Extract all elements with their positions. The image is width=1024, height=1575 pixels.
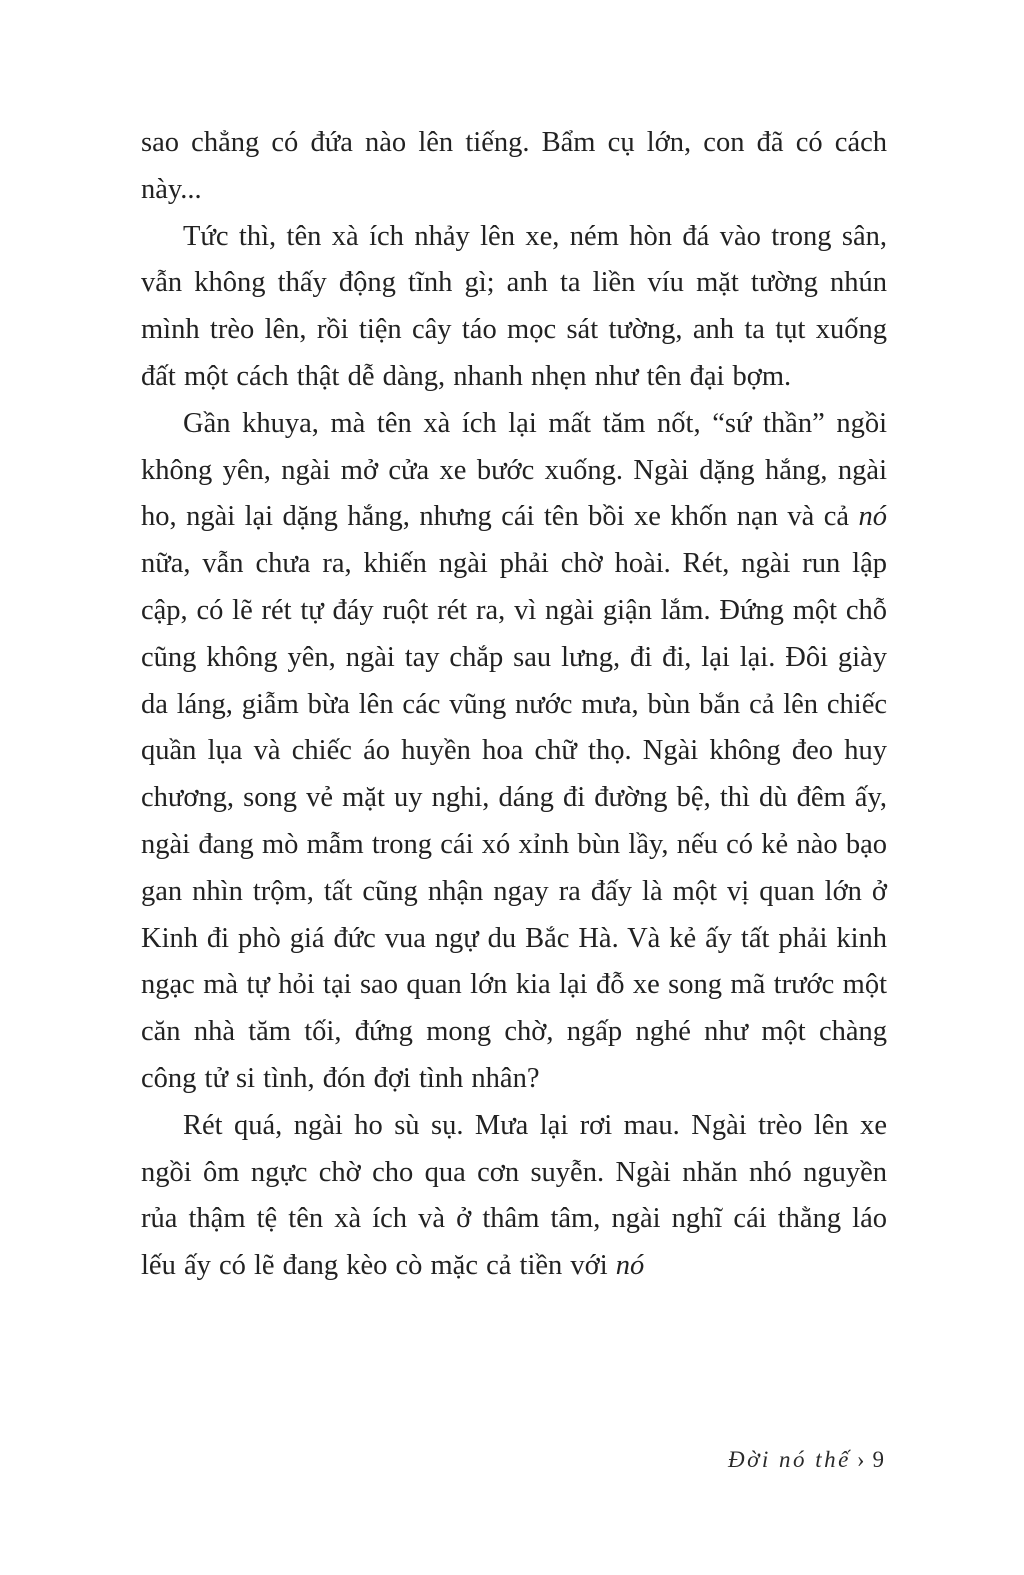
italic-text-run: nó — [615, 1250, 645, 1282]
text-run: nữa, vẫn chưa ra, khiến ngài phải chờ hoài. Rét, ngài run lập cập, có lẽ rét tự đáy ruột rét ra, vì ngài giận lắm. Đứng một chỗ cũng không yên, ngài tay chắp sau lưng, đi đi, lại lại. Đôi giày da láng, giẫm bừa lên các vũng nước mưa, bùn bắn cả lên chiếc quần lụa và chiếc áo huyền hoa chữ thọ. Ngài không đeo huy chương, song vẻ mặt uy nghi, dáng đi đường bệ, thì dù đêm ấy, ngài đang mò mẫm trong cái xó xỉnh bùn lầy, nếu có kẻ nào bạo gan nhìn trộm, tất cũng nhận ngay ra đấy là một vị quan lớn ở Kinh đi phò giá đức vua ngự du Bắc Hà. Và kẻ ấy tất phải kinh ngạc mà tự hỏi tại sao quan lớn kia lại đỗ xe song mã trước một căn nhà tăm tối, đứng mong chờ, ngấp nghé như một chàng công tử si tình, đón đợi tình nhân? — [141, 548, 887, 1094]
text-run: Rét quá, ngài ho sù sụ. Mưa lại rơi mau. Ngài trèo lên xe ngồi ôm ngực chờ cho qua cơn suyễn. Ngài nhăn nhó nguyền rủa thậm tệ tên xà ích và ở thâm tâm, ngài nghĩ cái thằng láo lếu ấy có lẽ đang kèo cò mặc cả tiền với — [141, 1109, 887, 1282]
text-run: sao chẳng có đứa nào lên tiếng. Bẩm cụ lớn, con đã có cách này... — [141, 127, 887, 205]
paragraph — [141, 214, 887, 401]
footer-separator: › — [856, 1447, 865, 1472]
paragraph — [141, 401, 887, 1103]
paragraph — [141, 1103, 887, 1290]
text-block — [141, 120, 887, 1290]
text-run: Gần khuya, mà tên xà ích lại mất tăm nốt, “sứ thần” ngồi không yên, ngài mở cửa xe bước xuống. Ngài dặng hắng, ngài ho, ngài lại dặng hắng, nhưng cái tên bồi xe khốn nạn và cả — [141, 407, 887, 533]
running-title: Đời nó thế — [727, 1447, 851, 1472]
text-run: Tức thì, tên xà ích nhảy lên xe, ném hòn đá vào trong sân, vẫn không thấy động tĩnh gì; anh ta liền víu mặt tường nhún mình trèo lên, rồi tiện cây táo mọc sát tường, anh ta tụt xuống đất một cách thật dễ dàng, nhanh nhẹn như tên đại bợm. — [141, 220, 887, 392]
italic-text-run: nó — [858, 501, 887, 533]
page-footer — [728, 1447, 884, 1473]
paragraph — [141, 120, 887, 214]
page-number: 9 — [872, 1447, 884, 1472]
